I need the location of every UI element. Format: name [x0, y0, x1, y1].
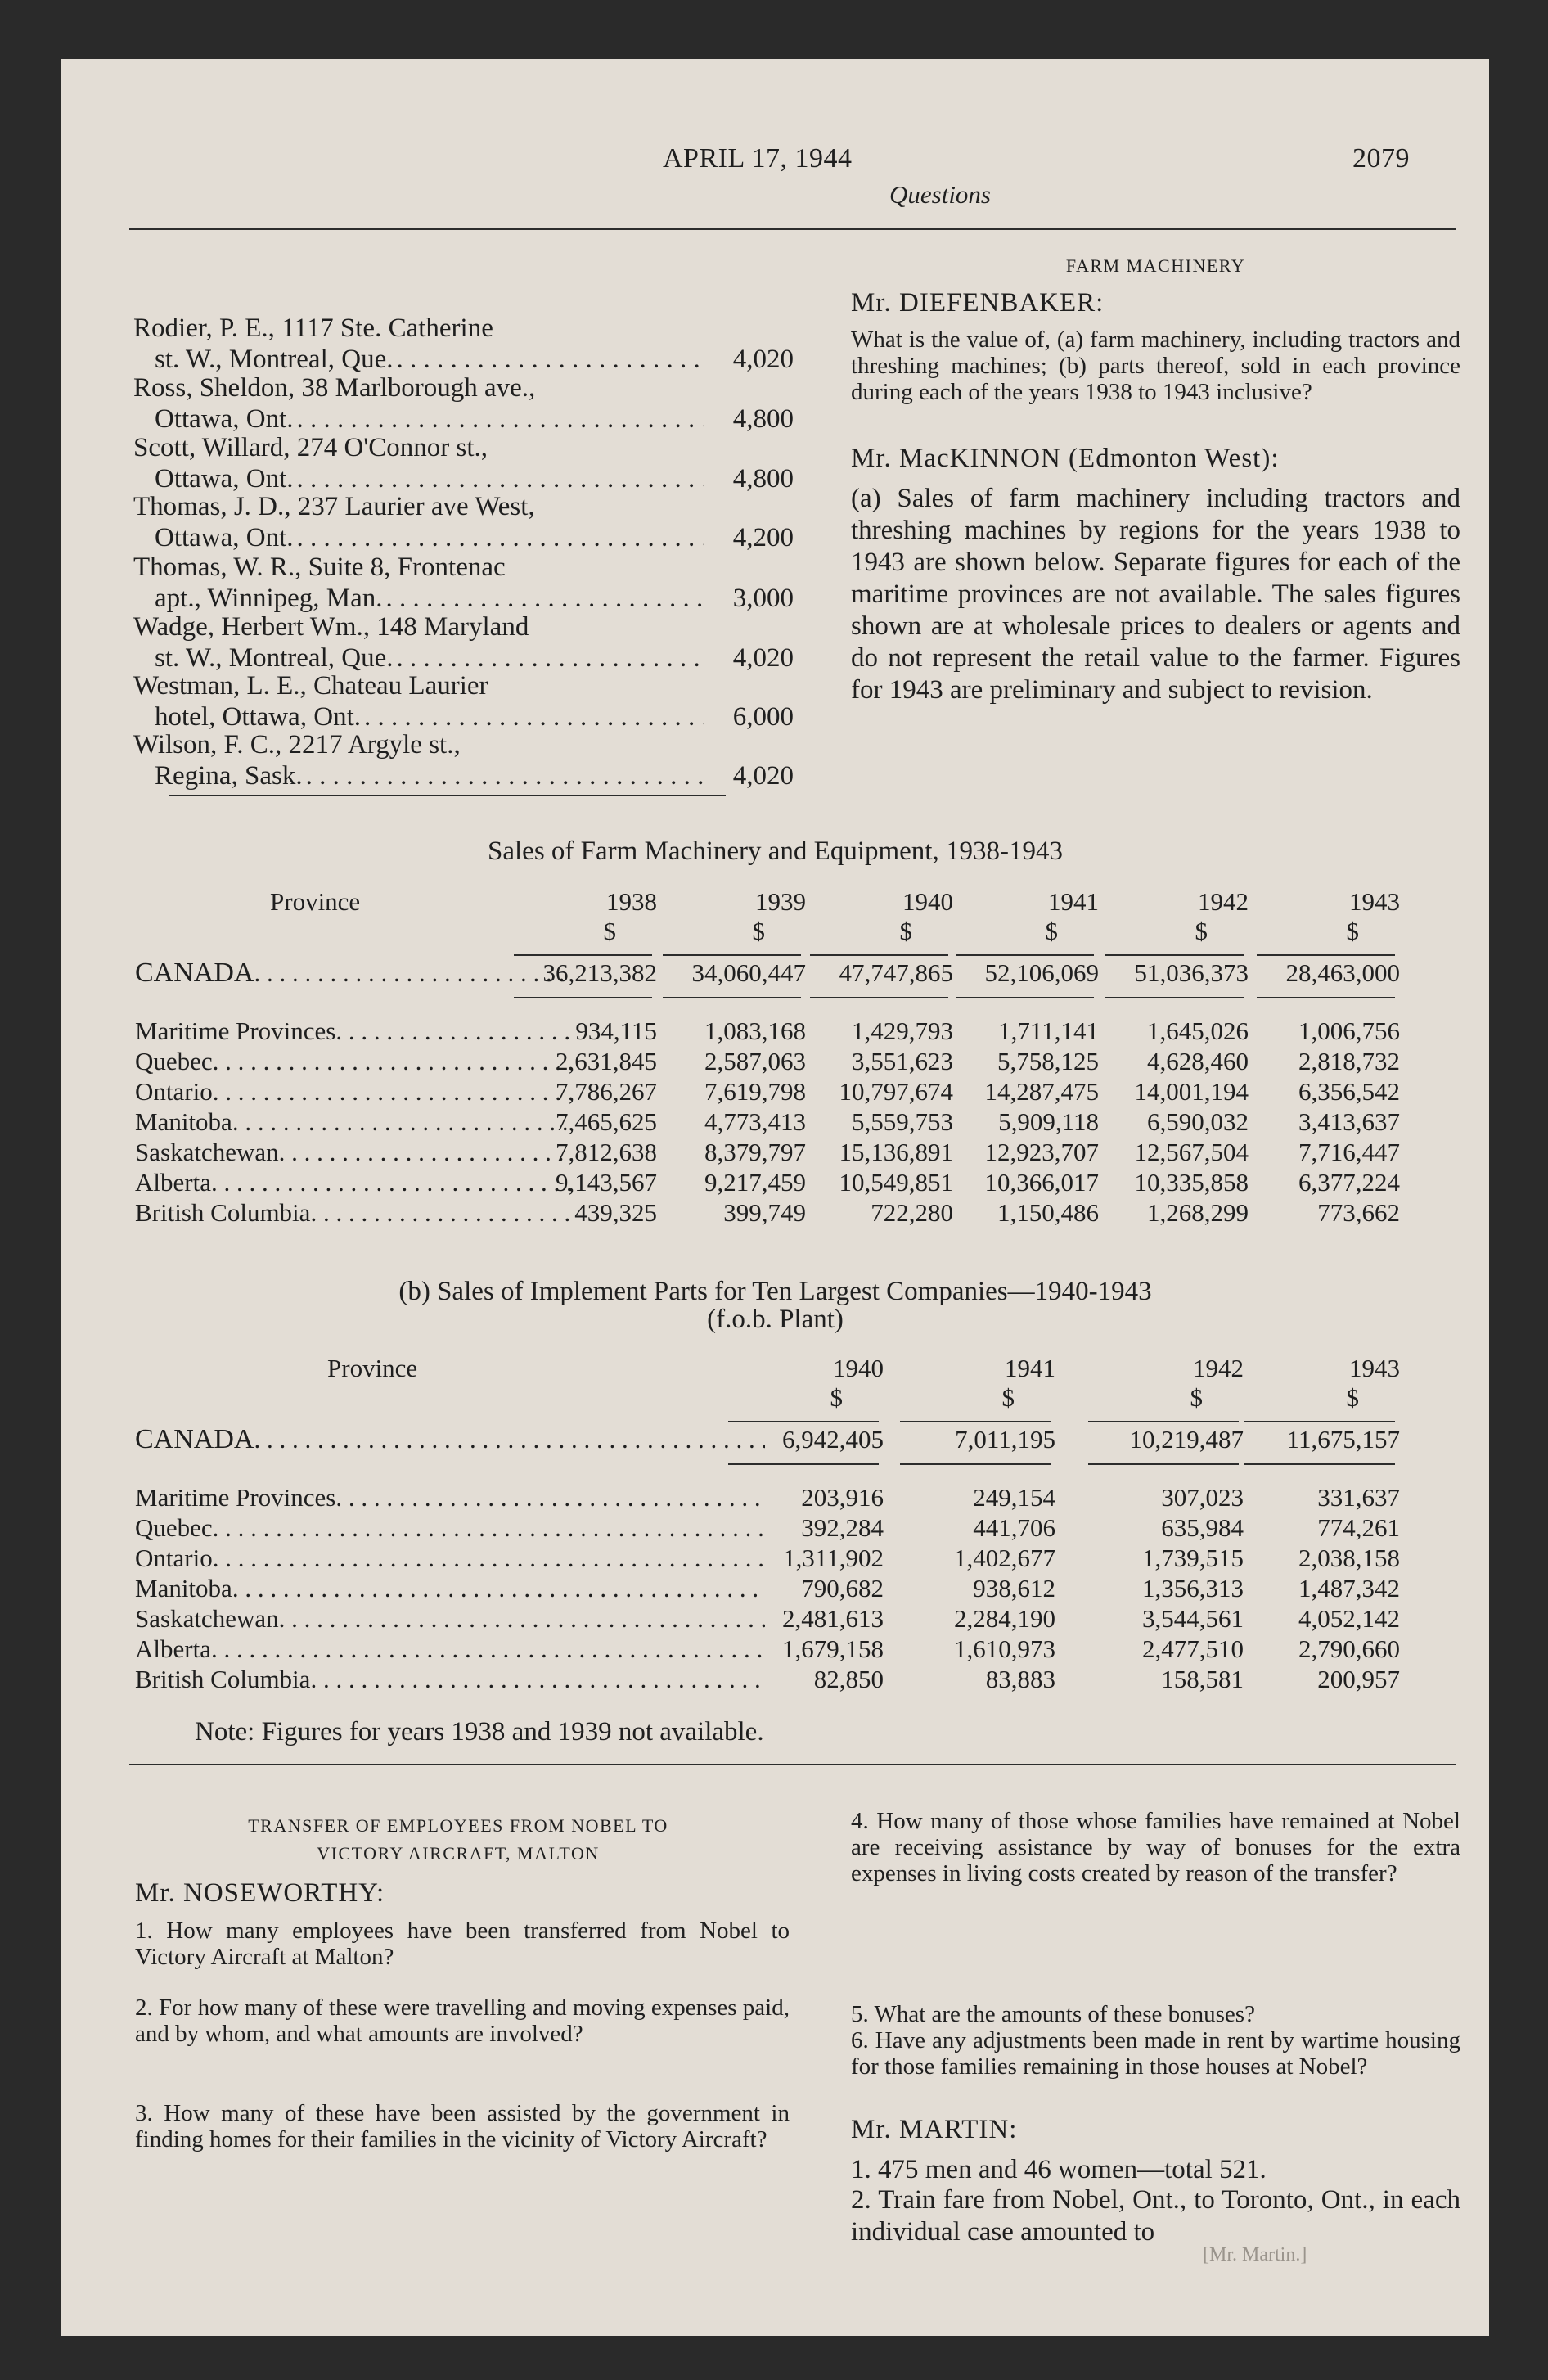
value-cell: 9,217,459	[704, 1168, 806, 1197]
value-cell: 635,984	[1161, 1513, 1244, 1542]
unit-header: $	[752, 917, 765, 945]
value-cell: 6,356,542	[1298, 1077, 1400, 1106]
value-cell: 1,083,168	[704, 1016, 806, 1045]
entry-line	[133, 522, 794, 553]
year-header: 1941	[1048, 887, 1099, 916]
header-rule	[900, 1421, 1051, 1422]
province-cell	[135, 1424, 765, 1455]
value-cell: 4,773,413	[704, 1107, 806, 1136]
province-name: CANADA	[135, 958, 254, 988]
value-cell: 3,413,637	[1298, 1107, 1400, 1136]
entry-line	[133, 642, 794, 674]
value-cell: 392,284	[801, 1513, 884, 1542]
table-row	[61, 1016, 1489, 1047]
transfer-question: 6. Have any adjustments been made in rent by wartime housing for those families remaining in those houses at Nobel?	[851, 2027, 1460, 2080]
dot-leader	[335, 1482, 765, 1513]
value-cell: 4,628,460	[1147, 1047, 1249, 1075]
total-rule	[1105, 997, 1244, 998]
dot-leader	[310, 1664, 765, 1695]
province-name: Saskatchewan	[135, 1604, 279, 1633]
value-cell: 2,477,510	[1142, 1634, 1244, 1663]
salary-entry	[133, 729, 794, 791]
year-header: 1939	[755, 887, 806, 916]
total-rule	[1257, 997, 1395, 998]
value-cell: 2,587,063	[704, 1047, 806, 1075]
year-header: 1940	[902, 887, 953, 916]
province-name: Saskatchewan	[135, 1138, 279, 1166]
salary-entry	[133, 552, 794, 614]
left-column-rule	[169, 795, 726, 796]
province-name: Alberta	[135, 1168, 211, 1197]
value-cell: 14,287,475	[984, 1077, 1099, 1106]
table1-title: Sales of Farm Machinery and Equipment, 1938-1943	[488, 836, 1063, 866]
entry-amount: 4,020	[732, 761, 794, 791]
value-cell: 47,747,865	[839, 958, 953, 987]
entry-address: apt., Winnipeg, Man.	[155, 584, 383, 613]
value-cell: 441,706	[973, 1513, 1055, 1542]
value-cell: 9,143,567	[556, 1168, 657, 1197]
farm-question-text: What is the value of, (a) farm machinery, including tractors and threshing machines; (b) parts thereof, sold in each province during each of the years 1938 to 1943 inclusive?	[851, 327, 1460, 405]
province-name: Alberta	[135, 1634, 211, 1663]
total-rule	[1244, 1463, 1395, 1465]
entry-amount: 6,000	[732, 702, 794, 732]
province-header: Province	[270, 887, 361, 916]
value-cell: 4,052,142	[1298, 1604, 1400, 1633]
entry-line	[133, 583, 794, 614]
province-cell	[135, 1482, 765, 1513]
unit-header: $	[603, 917, 616, 945]
transfer-question: 3. How many of these have been assisted by the government in finding homes for their families in the vicinity of Victory Aircraft?	[135, 2100, 790, 2152]
entry-address: Regina, Sask.	[155, 761, 303, 791]
value-cell: 2,818,732	[1298, 1047, 1400, 1075]
value-cell: 3,544,561	[1142, 1604, 1244, 1633]
header-date: APRIL 17, 1944	[663, 143, 853, 174]
entry-address: st. W., Montreal, Que.	[155, 643, 394, 673]
table-row	[61, 1167, 1489, 1198]
entry-name: Wilson, F. C., 2217 Argyle st.,	[133, 730, 461, 760]
table-row	[61, 1076, 1489, 1107]
table-row	[61, 1482, 1489, 1513]
total-rule	[663, 997, 801, 998]
value-cell: 5,559,753	[852, 1107, 953, 1136]
value-cell: 5,909,118	[998, 1107, 1099, 1136]
value-cell: 3,551,623	[852, 1047, 953, 1075]
salary-entry	[133, 372, 794, 435]
entry-line	[133, 701, 794, 732]
salary-entry	[133, 611, 794, 674]
header-rule	[1257, 954, 1395, 956]
transfer-question: 4. How many of those whose families have remained at Nobel are receiving assistance by way of bonuses for the extra expenses in living costs created by reason of the transfer?	[851, 1808, 1460, 1886]
table-row	[61, 1573, 1489, 1604]
value-cell: 7,619,798	[704, 1077, 806, 1106]
province-cell	[135, 1543, 765, 1574]
total-rule	[956, 997, 1094, 998]
page-number: 2079	[1352, 143, 1410, 174]
value-cell: 249,154	[973, 1483, 1055, 1512]
document-page	[61, 59, 1489, 2336]
value-cell: 203,916	[801, 1483, 884, 1512]
province-name: Maritime Provinces	[135, 1016, 336, 1045]
header-rule	[514, 954, 652, 956]
entry-name: Rodier, P. E., 1117 Ste. Catherine	[133, 313, 493, 343]
value-cell: 1,487,342	[1298, 1574, 1400, 1602]
province-cell	[135, 1634, 765, 1665]
table-row	[61, 1512, 1489, 1544]
header-rule	[956, 954, 1094, 956]
speaker-martin: Mr. MARTIN:	[851, 2115, 1018, 2144]
header-rule	[810, 954, 948, 956]
value-cell: 158,581	[1161, 1665, 1244, 1693]
table-row	[61, 1197, 1489, 1228]
dot-leader	[213, 1512, 765, 1544]
value-cell: 11,675,157	[1286, 1425, 1400, 1454]
value-cell: 6,942,405	[782, 1425, 884, 1454]
salary-entry	[133, 491, 794, 553]
year-header: 1943	[1349, 1354, 1400, 1382]
value-cell: 7,716,447	[1298, 1138, 1400, 1166]
entry-address: st. W., Montreal, Que.	[155, 345, 394, 374]
dot-leader	[364, 701, 704, 732]
section-rule	[129, 1764, 1456, 1765]
entry-address: Ottawa, Ont.	[155, 464, 294, 494]
transfer-question: 5. What are the amounts of these bonuses?	[851, 2001, 1255, 2027]
transfer-heading-line1: TRANSFER OF EMPLOYEES FROM NOBEL TO	[248, 1815, 668, 1836]
header-rule	[129, 228, 1456, 230]
dot-leader	[297, 522, 704, 553]
province-name: British Columbia	[135, 1198, 311, 1227]
value-cell: 7,786,267	[556, 1077, 657, 1106]
farm-machinery-heading: FARM MACHINERY	[1065, 255, 1246, 276]
value-cell: 7,465,625	[556, 1107, 657, 1136]
unit-header: $	[1045, 917, 1058, 945]
table-row	[61, 1634, 1489, 1665]
value-cell: 14,001,194	[1134, 1077, 1249, 1106]
dot-leader	[232, 1573, 765, 1604]
value-cell: 1,311,902	[783, 1544, 884, 1572]
province-cell	[135, 1573, 765, 1604]
value-cell: 1,429,793	[852, 1016, 953, 1045]
header-section: Questions	[889, 180, 991, 209]
dot-leader	[306, 760, 704, 791]
value-cell: 10,335,858	[1134, 1168, 1249, 1197]
province-name: Quebec	[135, 1047, 213, 1075]
farm-answer-text: (a) Sales of farm machinery including tractors and threshing machines by regions for the years 1938 to 1943 are shown below. Separate figures for each of the maritime provinces are not available. The sales figures shown are at wholesale prices to dealers or agents and do not represent the retail value to the farmer. Figures for 1943 are preliminary and subject to revision.	[851, 484, 1460, 705]
year-header: 1942	[1198, 887, 1249, 916]
entry-name: Ross, Sheldon, 38 Marlborough ave.,	[133, 373, 536, 403]
speaker-mackinnon: Mr. MacKINNON (Edmonton West):	[851, 444, 1280, 473]
value-cell: 12,923,707	[984, 1138, 1099, 1166]
salary-entry	[133, 313, 794, 375]
entry-address: hotel, Ottawa, Ont.	[155, 702, 362, 732]
year-header: 1942	[1193, 1354, 1244, 1382]
dot-leader	[386, 583, 704, 614]
value-cell: 1,150,486	[997, 1198, 1099, 1227]
value-cell: 722,280	[871, 1198, 953, 1227]
value-cell: 1,402,677	[954, 1544, 1055, 1572]
header-rule	[728, 1421, 879, 1422]
dot-leader	[396, 642, 704, 674]
table2-note: Note: Figures for years 1938 and 1939 not available.	[195, 1717, 764, 1747]
year-header: 1941	[1005, 1354, 1055, 1382]
year-header: 1938	[606, 887, 657, 916]
value-cell: 36,213,382	[542, 958, 657, 987]
value-cell: 399,749	[723, 1198, 806, 1227]
header-rule	[1105, 954, 1244, 956]
entry-name: Wadge, Herbert Wm., 148 Maryland	[133, 612, 529, 642]
dot-leader	[279, 1603, 765, 1634]
total-rule	[514, 997, 652, 998]
value-cell: 200,957	[1317, 1665, 1400, 1693]
dot-leader	[297, 463, 704, 494]
province-name: Manitoba	[135, 1574, 232, 1602]
table-row	[61, 1543, 1489, 1574]
transfer-heading-line2: VICTORY AIRCRAFT, MALTON	[317, 1843, 600, 1864]
province-name: Ontario	[135, 1544, 213, 1572]
table-row	[61, 1137, 1489, 1168]
value-cell: 2,284,190	[954, 1604, 1055, 1633]
table-row-total	[61, 958, 1489, 989]
entry-name: Scott, Willard, 274 O'Connor st.,	[133, 433, 488, 462]
unit-header: $	[1346, 1383, 1359, 1412]
province-name: CANADA	[135, 1424, 254, 1454]
value-cell: 51,036,373	[1134, 958, 1249, 987]
value-cell: 52,106,069	[984, 958, 1099, 987]
value-cell: 10,797,674	[839, 1077, 953, 1106]
unit-header: $	[1190, 1383, 1203, 1412]
table2-title: (b) Sales of Implement Parts for Ten Largest Companies—1940-1943	[398, 1277, 1152, 1306]
entry-address: Ottawa, Ont.	[155, 404, 294, 434]
unit-header: $	[899, 917, 912, 945]
footer-note: [Mr. Martin.]	[1203, 2244, 1307, 2265]
value-cell: 28,463,000	[1285, 958, 1400, 987]
table-row	[61, 1603, 1489, 1634]
entry-name: Westman, L. E., Chateau Laurier	[133, 671, 488, 701]
transfer-question: 1. How many employees have been transferred from Nobel to Victory Aircraft at Malton?	[135, 1918, 790, 1970]
value-cell: 83,883	[985, 1665, 1055, 1693]
value-cell: 12,567,504	[1134, 1138, 1249, 1166]
value-cell: 439,325	[574, 1198, 657, 1227]
value-cell: 7,011,195	[955, 1425, 1055, 1454]
year-header: 1943	[1349, 887, 1400, 916]
province-cell	[135, 1664, 765, 1695]
entry-line	[133, 760, 794, 791]
entry-amount: 4,200	[732, 523, 794, 552]
value-cell: 1,006,756	[1298, 1016, 1400, 1045]
province-name: Quebec	[135, 1513, 213, 1542]
value-cell: 2,481,613	[782, 1604, 884, 1633]
total-rule	[728, 1463, 879, 1465]
entry-amount: 4,020	[732, 643, 794, 673]
value-cell: 938,612	[973, 1574, 1055, 1602]
transfer-question: 2. For how many of these were travelling and moving expenses paid, and by whom, and what amounts are involved?	[135, 1995, 790, 2047]
entry-amount: 4,800	[732, 404, 794, 434]
entry-line	[133, 344, 794, 375]
salary-entry	[133, 432, 794, 494]
transfer-answer: 1. 475 men and 46 women—total 521.	[851, 2155, 1267, 2184]
value-cell: 1,268,299	[1147, 1198, 1249, 1227]
dot-leader	[213, 1543, 765, 1574]
dot-leader	[211, 1634, 765, 1665]
value-cell: 2,790,660	[1298, 1634, 1400, 1663]
value-cell: 6,377,224	[1298, 1168, 1400, 1197]
value-cell: 8,379,797	[704, 1138, 806, 1166]
value-cell: 790,682	[801, 1574, 884, 1602]
unit-header: $	[1001, 1383, 1015, 1412]
value-cell: 1,739,515	[1142, 1544, 1244, 1572]
speaker-noseworthy: Mr. NOSEWORTHY:	[135, 1878, 385, 1908]
province-cell	[135, 1512, 765, 1544]
total-rule	[1088, 1463, 1239, 1465]
entry-amount: 4,020	[732, 345, 794, 374]
value-cell: 10,366,017	[984, 1168, 1099, 1197]
value-cell: 5,758,125	[997, 1047, 1099, 1075]
value-cell: 934,115	[575, 1016, 657, 1045]
header-rule	[1244, 1421, 1395, 1422]
salary-entry	[133, 670, 794, 732]
value-cell: 34,060,447	[691, 958, 806, 987]
province-cell	[135, 1603, 765, 1634]
dot-leader	[297, 403, 704, 435]
table-row	[61, 1664, 1489, 1695]
value-cell: 7,812,638	[556, 1138, 657, 1166]
value-cell: 331,637	[1317, 1483, 1400, 1512]
value-cell: 1,610,973	[954, 1634, 1055, 1663]
value-cell: 307,023	[1161, 1483, 1244, 1512]
entry-amount: 4,800	[732, 464, 794, 494]
province-name: Manitoba	[135, 1107, 232, 1136]
value-cell: 1,711,141	[998, 1016, 1099, 1045]
value-cell: 82,850	[813, 1665, 884, 1693]
value-cell: 773,662	[1317, 1198, 1400, 1227]
table-row	[61, 1046, 1489, 1077]
province-name: Maritime Provinces	[135, 1483, 336, 1512]
year-header: 1940	[833, 1354, 884, 1382]
province-name: Ontario	[135, 1077, 213, 1106]
entry-amount: 3,000	[732, 584, 794, 613]
value-cell: 1,645,026	[1147, 1016, 1249, 1045]
province-header: Province	[327, 1354, 418, 1382]
unit-header: $	[1195, 917, 1208, 945]
header-rule	[663, 954, 801, 956]
value-cell: 10,549,851	[839, 1168, 953, 1197]
entry-address: Ottawa, Ont.	[155, 523, 294, 552]
total-rule	[810, 997, 948, 998]
entry-name: Thomas, W. R., Suite 8, Frontenac	[133, 552, 506, 582]
value-cell: 2,631,845	[556, 1047, 657, 1075]
value-cell: 15,136,891	[839, 1138, 953, 1166]
speaker-diefenbaker: Mr. DIEFENBAKER:	[851, 288, 1105, 318]
entry-line	[133, 463, 794, 494]
unit-header: $	[830, 1383, 843, 1412]
transfer-answer: 2. Train fare from Nobel, Ont., to Toronto, Ont., in each individual case amounted to	[851, 2185, 1460, 2247]
unit-header: $	[1346, 917, 1359, 945]
table-row-total	[61, 1424, 1489, 1455]
entry-line	[133, 403, 794, 435]
header-rule	[1088, 1421, 1239, 1422]
dot-leader	[396, 344, 704, 375]
table2-subtitle: (f.o.b. Plant)	[707, 1305, 844, 1334]
table-row	[61, 1107, 1489, 1138]
value-cell: 10,219,487	[1129, 1425, 1244, 1454]
entry-name: Thomas, J. D., 237 Laurier ave West,	[133, 492, 535, 521]
province-name: British Columbia	[135, 1665, 311, 1693]
value-cell: 1,356,313	[1142, 1574, 1244, 1602]
value-cell: 1,679,158	[782, 1634, 884, 1663]
value-cell: 774,261	[1317, 1513, 1400, 1542]
value-cell: 2,038,158	[1298, 1544, 1400, 1572]
total-rule	[900, 1463, 1051, 1465]
dot-leader	[254, 1424, 765, 1455]
value-cell: 6,590,032	[1147, 1107, 1249, 1136]
